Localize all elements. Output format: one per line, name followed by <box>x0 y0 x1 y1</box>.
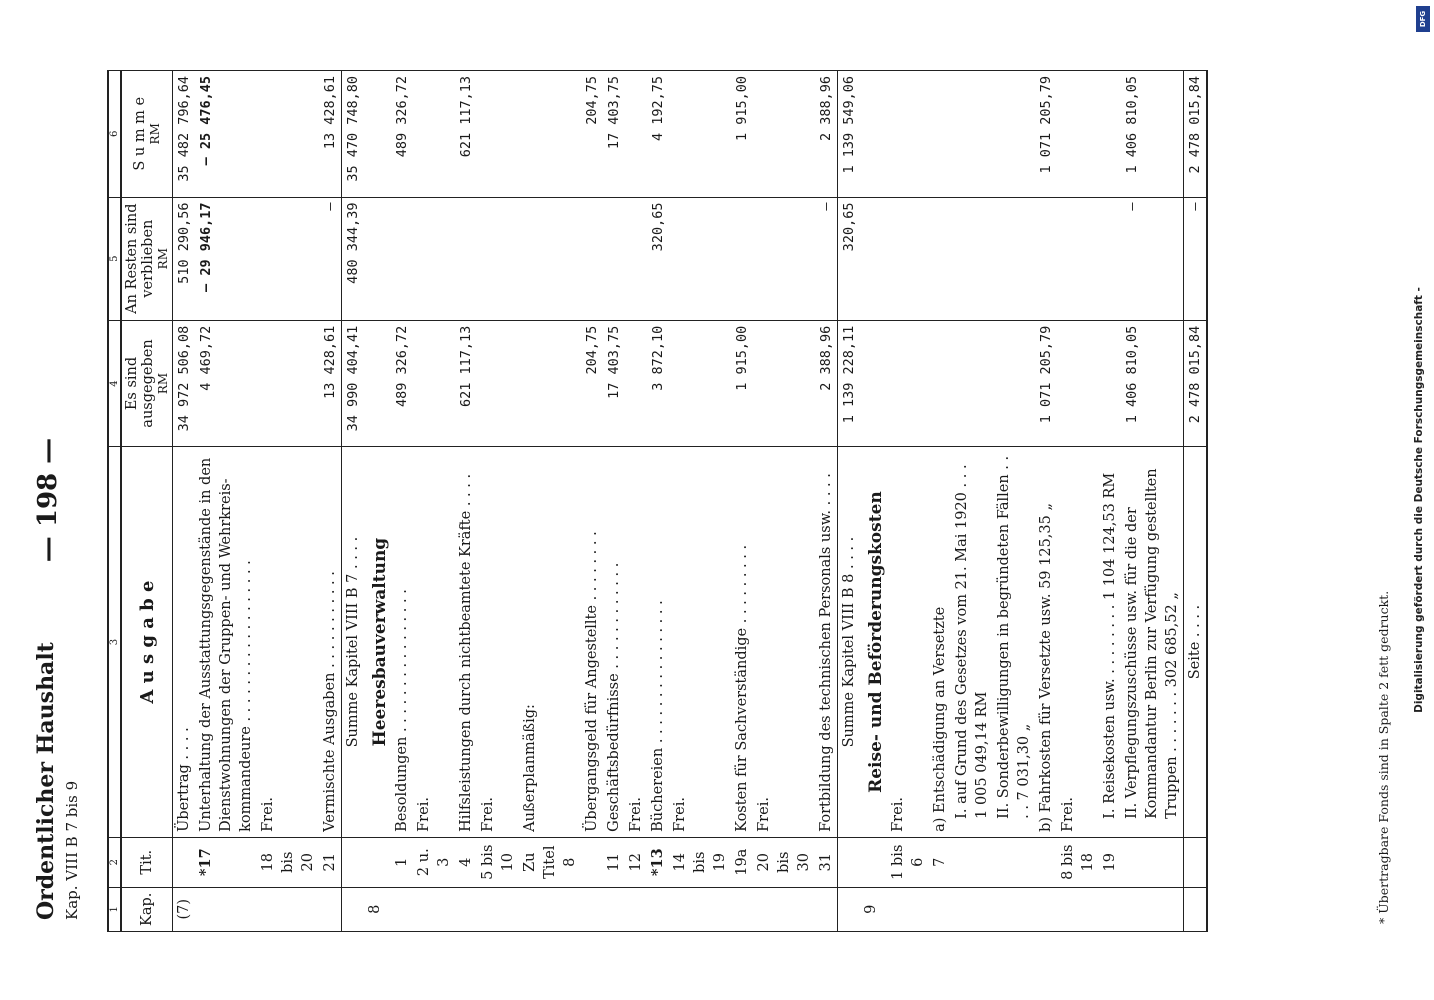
cell-ausgabe: Frei. <box>477 447 519 838</box>
cell-kap <box>195 887 257 931</box>
cell-ausgabe: Vermischte Ausgaben . . . . . . . . . . . <box>319 447 342 838</box>
cell-tit: 14 bis 19 <box>669 837 731 887</box>
cell-ausgabe: Summe Kapitel VIII B 8 . . . . <box>838 447 861 838</box>
header-summe <box>121 71 173 198</box>
table-row <box>603 71 625 932</box>
cell-ausgegeben: 489 326,72 <box>391 320 413 447</box>
cell-ausgegeben <box>257 320 319 447</box>
cell-tit: 1 bis 6 <box>887 837 929 887</box>
cell-reste: — 29 946,17 <box>195 197 257 320</box>
footnote: * Übertragbare Fonds sind in Spalte 2 fett gedruckt. <box>1376 590 1391 924</box>
cell-ausgegeben: 1 406 810,05 <box>1121 320 1184 447</box>
cell-summe: 17 403,75 <box>603 71 625 198</box>
cell-reste <box>477 197 519 320</box>
cell-reste <box>731 197 753 320</box>
table-row <box>581 71 603 932</box>
section-subtitle: Kap. VIII B 7 bis 9 <box>63 780 81 920</box>
section-title: Ordentlicher Haushalt <box>33 642 59 920</box>
table-row <box>519 71 581 932</box>
cell-ausgegeben <box>929 320 951 447</box>
cell-tit: 19a <box>731 837 753 887</box>
cell-ausgegeben: 34 972 506,08 <box>173 320 196 447</box>
cell-ausgegeben: 1 915,00 <box>731 320 753 447</box>
cell-reste <box>391 197 413 320</box>
cell-ausgabe: Frei. <box>413 447 455 838</box>
cell-kap <box>603 887 625 931</box>
cell-tit: 12 <box>625 837 647 887</box>
header-ausgegeben <box>121 320 173 447</box>
table-row <box>391 71 413 932</box>
cell-ausgabe: a) Entschädigung an Versetzte <box>929 447 951 838</box>
column-number: 1 <box>108 887 121 931</box>
cell-ausgegeben <box>519 320 581 447</box>
table-row <box>364 71 391 932</box>
cell-ausgegeben <box>1099 320 1121 447</box>
cell-ausgabe: II. Verpflegungszuschüsse usw. für die der Kommandantur Berlin zur Verfügung gestellten Truppen . . . . . . . 302 685,52 „ <box>1121 447 1184 838</box>
cell-ausgegeben <box>993 320 1035 447</box>
table-row <box>731 71 753 932</box>
cell-kap <box>455 887 477 931</box>
cell-summe: 2 478 015,84 <box>1184 71 1208 198</box>
cell-kap <box>1099 887 1121 931</box>
cell-reste: 320,65 <box>838 197 861 320</box>
cell-kap <box>319 887 342 931</box>
cell-tit <box>951 837 993 887</box>
cell-kap <box>753 887 815 931</box>
cell-kap <box>838 887 861 931</box>
cell-summe <box>257 71 319 198</box>
cell-tit: 7 <box>929 837 951 887</box>
table-row <box>951 71 993 932</box>
cell-ausgegeben <box>413 320 455 447</box>
table-row <box>1057 71 1099 932</box>
cell-summe: 1 915,00 <box>731 71 753 198</box>
cell-kap <box>391 887 413 931</box>
cell-reste <box>993 197 1035 320</box>
dfg-logo <box>1416 6 1430 32</box>
cell-summe: 2 388,96 <box>815 71 838 198</box>
cell-tit: 4 <box>455 837 477 887</box>
cell-summe: 35 482 796,64 <box>173 71 196 198</box>
table-row <box>887 71 929 932</box>
cell-kap <box>519 887 581 931</box>
table-row <box>647 71 669 932</box>
cell-ausgabe: Frei. <box>257 447 319 838</box>
cell-ausgabe: II. Sonderbewilligungen in begründeten Fällen . . . . 7 031,30 „ <box>993 447 1035 838</box>
header-summe-label: S u m m e <box>132 96 148 171</box>
table-row <box>993 71 1035 932</box>
table-row <box>413 71 455 932</box>
cell-ausgegeben: 34 990 404,41 <box>342 320 365 447</box>
cell-summe: 204,75 <box>581 71 603 198</box>
cell-ausgegeben: 621 117,13 <box>455 320 477 447</box>
cell-kap <box>413 887 455 931</box>
cell-ausgabe: Reise- und Beförderungskosten <box>860 447 887 838</box>
cell-ausgabe: Frei. <box>887 447 929 838</box>
cell-ausgabe: Geschäftsbedürfnisse . . . . . . . . . . . . <box>603 447 625 838</box>
cell-kap <box>669 887 731 931</box>
cell-reste: — <box>815 197 838 320</box>
cell-summe <box>860 71 887 198</box>
cell-summe <box>519 71 581 198</box>
cell-ausgegeben <box>951 320 993 447</box>
header-unit: RM <box>148 123 162 145</box>
header-tit: Tit. <box>121 837 173 887</box>
cell-summe: — 25 476,45 <box>195 71 257 198</box>
cell-ausgabe: I. Reisekosten usw. . . . . . . . . 1 104 124,53 RM <box>1099 447 1121 838</box>
table-row <box>257 71 319 932</box>
cell-reste <box>951 197 993 320</box>
cell-summe: 35 470 748,80 <box>342 71 365 198</box>
table-row <box>838 71 861 932</box>
cell-tit <box>860 837 887 887</box>
cell-ausgabe: Frei. <box>1057 447 1099 838</box>
table-row <box>342 71 365 932</box>
cell-tit: 11 <box>603 837 625 887</box>
cell-ausgabe: Büchereien . . . . . . . . . . . . . . . . <box>647 447 669 838</box>
cell-reste <box>603 197 625 320</box>
cell-reste: — <box>1184 197 1208 320</box>
table-body <box>173 71 1208 932</box>
digitization-note <box>1408 10 1430 990</box>
cell-tit: 2 u. 3 <box>413 837 455 887</box>
table-row <box>1099 71 1121 932</box>
column-number-row <box>108 71 121 932</box>
cell-tit: 31 <box>815 837 838 887</box>
header-unit: RM <box>156 247 170 270</box>
cell-summe <box>753 71 815 198</box>
header-ausgabe: A u s g a b e <box>121 447 173 838</box>
table-row <box>173 71 196 932</box>
cell-kap <box>342 887 365 931</box>
rotated-document-page <box>27 50 1407 950</box>
cell-ausgabe: Fortbildung des technischen Personals usw. . . . . <box>815 447 838 838</box>
table-row <box>195 71 257 932</box>
cell-reste <box>581 197 603 320</box>
cell-tit: *13 <box>647 837 669 887</box>
cell-summe: 621 117,13 <box>455 71 477 198</box>
cell-summe: 1 139 549,06 <box>838 71 861 198</box>
cell-tit <box>342 837 365 887</box>
cell-kap <box>477 887 519 931</box>
cell-reste <box>413 197 455 320</box>
cell-kap <box>929 887 951 931</box>
cell-tit: 19 <box>1099 837 1121 887</box>
cell-tit <box>173 837 196 887</box>
cell-tit: 18 bis 20 <box>257 837 319 887</box>
cell-ausgegeben: 1 139 228,11 <box>838 320 861 447</box>
cell-tit: 20 bis 30 <box>753 837 815 887</box>
column-number: 3 <box>108 447 121 838</box>
cell-ausgabe: Kosten für Sachverständige . . . . . . . . . <box>731 447 753 838</box>
cell-reste <box>1057 197 1099 320</box>
cell-tit <box>1121 837 1184 887</box>
cell-ausgabe: Summe Kapitel VIII B 7 . . . . <box>342 447 365 838</box>
cell-ausgabe: Frei. <box>753 447 815 838</box>
cell-summe <box>951 71 993 198</box>
cell-ausgegeben <box>364 320 391 447</box>
cell-kap <box>815 887 838 931</box>
cell-kap: 9 <box>860 887 887 931</box>
header-kap: Kap. <box>121 887 173 931</box>
cell-summe: 1 406 810,05 <box>1121 71 1184 198</box>
cell-ausgabe: Seite . . . . <box>1184 447 1208 838</box>
cell-ausgegeben: 4 469,72 <box>195 320 257 447</box>
cell-ausgabe: Außerplanmäßig: <box>519 447 581 838</box>
cell-ausgegeben <box>753 320 815 447</box>
cell-summe <box>993 71 1035 198</box>
cell-tit: 5 bis 10 <box>477 837 519 887</box>
cell-ausgegeben <box>669 320 731 447</box>
cell-summe <box>625 71 647 198</box>
table-row <box>815 71 838 932</box>
cell-reste: 480 344,39 <box>342 197 365 320</box>
cell-reste <box>364 197 391 320</box>
cell-summe <box>929 71 951 198</box>
cell-ausgabe: Besoldungen . . . . . . . . . . . . . . . . <box>391 447 413 838</box>
cell-reste <box>1099 197 1121 320</box>
cell-reste <box>1035 197 1057 320</box>
cell-summe: 489 326,72 <box>391 71 413 198</box>
cell-tit <box>993 837 1035 887</box>
cell-kap: 8 <box>364 887 391 931</box>
cell-tit <box>1184 837 1208 887</box>
cell-tit: *17 <box>195 837 257 887</box>
column-number: 2 <box>108 837 121 887</box>
cell-tit <box>1035 837 1057 887</box>
cell-ausgegeben: 2 478 015,84 <box>1184 320 1208 447</box>
cell-summe <box>413 71 455 198</box>
cell-ausgegeben <box>625 320 647 447</box>
cell-kap <box>625 887 647 931</box>
cell-reste <box>669 197 731 320</box>
header-reste-label: An Resten sind verblieben <box>124 203 156 314</box>
cell-tit: 8 bis 18 <box>1057 837 1099 887</box>
cell-reste <box>455 197 477 320</box>
cell-ausgegeben: 2 388,96 <box>815 320 838 447</box>
table-row <box>669 71 731 932</box>
header-row <box>121 71 173 932</box>
dfg-logo-text: DFG <box>1419 10 1427 28</box>
table-row <box>1121 71 1184 932</box>
table-row <box>455 71 477 932</box>
cell-reste: 510 290,56 <box>173 197 196 320</box>
cell-reste: — <box>319 197 342 320</box>
cell-reste <box>887 197 929 320</box>
cell-summe <box>1099 71 1121 198</box>
cell-ausgegeben <box>887 320 929 447</box>
cell-summe: 4 192,75 <box>647 71 669 198</box>
cell-summe: 13 428,61 <box>319 71 342 198</box>
cell-kap <box>1121 887 1184 931</box>
cell-ausgegeben <box>1057 320 1099 447</box>
cell-tit: 1 <box>391 837 413 887</box>
cell-ausgabe: Übergangsgeld für Angestellte . . . . . . . . <box>581 447 603 838</box>
column-number: 4 <box>108 320 121 447</box>
cell-ausgabe: Frei. <box>625 447 647 838</box>
cell-kap <box>731 887 753 931</box>
table-row <box>860 71 887 932</box>
digitization-note-text: Digitalisierung gefördert durch die Deutsche Forschungsgemeinschaft - <box>1413 287 1425 713</box>
cell-ausgabe: I. auf Grund des Gesetzes vom 21. Mai 1920 . . . 1 005 049,14 RM <box>951 447 993 838</box>
table-row <box>477 71 519 932</box>
cell-kap <box>1057 887 1099 931</box>
cell-ausgabe: Frei. <box>669 447 731 838</box>
cell-reste <box>753 197 815 320</box>
cell-reste <box>519 197 581 320</box>
cell-ausgegeben: 204,75 <box>581 320 603 447</box>
column-number: 5 <box>108 197 121 320</box>
cell-kap: (7) <box>173 887 196 931</box>
cell-reste: — <box>1121 197 1184 320</box>
cell-kap <box>993 887 1035 931</box>
cell-reste <box>257 197 319 320</box>
cell-summe <box>477 71 519 198</box>
cell-ausgegeben <box>477 320 519 447</box>
cell-ausgegeben: 13 428,61 <box>319 320 342 447</box>
cell-tit <box>364 837 391 887</box>
cell-summe <box>364 71 391 198</box>
cell-ausgabe: Heeresbauverwaltung <box>364 447 391 838</box>
cell-tit <box>581 837 603 887</box>
header-unit: RM <box>156 372 170 395</box>
cell-ausgabe: Hilfsleistungen durch nichtbeamtete Kräfte . . . . <box>455 447 477 838</box>
cell-kap <box>647 887 669 931</box>
cell-summe <box>1057 71 1099 198</box>
cell-reste <box>860 197 887 320</box>
budget-table <box>107 70 1208 932</box>
cell-kap <box>1035 887 1057 931</box>
header-reste <box>121 197 173 320</box>
cell-kap <box>887 887 929 931</box>
table-row <box>319 71 342 932</box>
cell-tit <box>838 837 861 887</box>
cell-ausgabe: Unterhaltung der Ausstattungsgegenstände in den Dienstwohnungen der Gruppen- und Wehrkreis-kommandeure . . . . . . . . . . . . . . . . . . <box>195 447 257 838</box>
cell-kap <box>951 887 993 931</box>
cell-ausgegeben: 3 872,10 <box>647 320 669 447</box>
table-row <box>753 71 815 932</box>
table-row <box>625 71 647 932</box>
cell-reste: 320,65 <box>647 197 669 320</box>
cell-summe <box>887 71 929 198</box>
cell-tit: 21 <box>319 837 342 887</box>
column-number: 6 <box>108 71 121 198</box>
cell-reste <box>929 197 951 320</box>
table-row <box>929 71 951 932</box>
cell-kap <box>581 887 603 931</box>
cell-ausgabe: Übertrag . . . . <box>173 447 196 838</box>
page-number: — 198 — <box>33 437 63 563</box>
cell-ausgabe: b) Fahrkosten für Versetzte usw. 59 125,35 „ <box>1035 447 1057 838</box>
cell-ausgegeben: 17 403,75 <box>603 320 625 447</box>
cell-ausgegeben: 1 071 205,79 <box>1035 320 1057 447</box>
cell-summe: 1 071 205,79 <box>1035 71 1057 198</box>
cell-tit: Zu Titel 8 <box>519 837 581 887</box>
table-row <box>1184 71 1208 932</box>
cell-summe <box>669 71 731 198</box>
cell-kap <box>1184 887 1208 931</box>
table-row <box>1035 71 1057 932</box>
cell-ausgegeben <box>860 320 887 447</box>
cell-kap <box>257 887 319 931</box>
header-ausgegeben-label: Es sind ausgegeben <box>124 339 156 428</box>
cell-reste <box>625 197 647 320</box>
